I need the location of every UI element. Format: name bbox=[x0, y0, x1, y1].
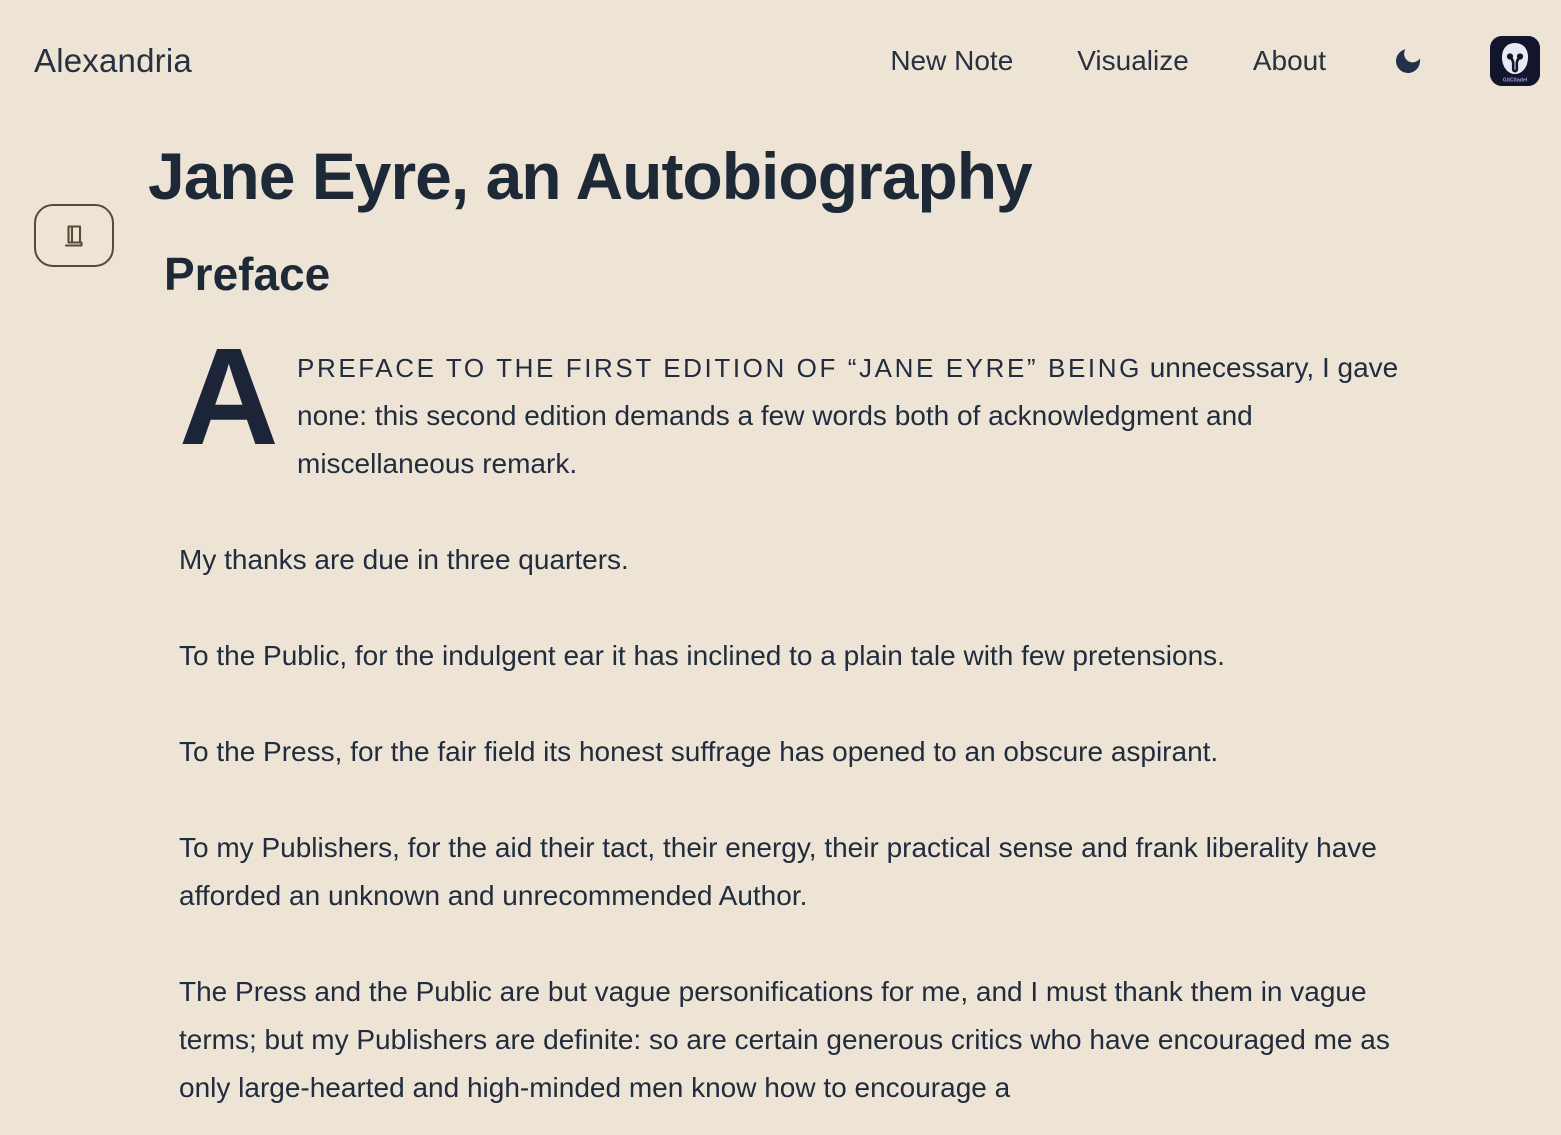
svg-text:GitCitadel: GitCitadel bbox=[1502, 77, 1528, 84]
lead-paragraph bbox=[179, 319, 1427, 488]
section-heading: Preface bbox=[164, 248, 331, 301]
profile-avatar[interactable] bbox=[1490, 36, 1540, 86]
nav-item-new-note[interactable]: New Note bbox=[890, 45, 1014, 76]
top-nav bbox=[0, 0, 1561, 86]
gitcitadel-logo-icon bbox=[1490, 36, 1540, 86]
paragraph: My thanks are due in three quarters. bbox=[179, 543, 629, 575]
dropcap-letter: A bbox=[179, 319, 279, 474]
app-logo[interactable]: Alexandria bbox=[34, 42, 192, 79]
paragraph: The Press and the Public are but vague personifications for me, and I must thank them in vague terms; but my Publishers are definite: so are certain generous critics who have encouraged me as only large-hearted and high-minded men know how to encourage a bbox=[179, 975, 1390, 1103]
lead-text: unnecessary, I gave none: this second edition demands a few words both of acknowledgment and miscellaneous remark. bbox=[297, 351, 1399, 479]
moon-icon bbox=[1392, 45, 1424, 77]
article bbox=[0, 139, 1561, 1112]
book-icon bbox=[59, 221, 89, 251]
paragraph: To the Press, for the fair field its honest suffrage has opened to an obscure aspirant. bbox=[179, 735, 1219, 767]
nav-links bbox=[890, 36, 1540, 86]
dark-mode-toggle[interactable] bbox=[1390, 43, 1426, 79]
nav-item-visualize[interactable]: Visualize bbox=[1077, 45, 1189, 76]
nav-item-about[interactable]: About bbox=[1252, 45, 1326, 76]
paragraph: To the Public, for the indulgent ear it has inclined to a plain tale with few pretensions. bbox=[179, 639, 1225, 671]
page-title: Jane Eyre, an Autobiography bbox=[148, 139, 1032, 213]
book-button[interactable] bbox=[34, 204, 114, 267]
lead-smallcaps: PREFACE TO THE FIRST EDITION OF “JANE EYRE” BEING bbox=[297, 352, 1142, 383]
paragraph: To my Publishers, for the aid their tact, their energy, their practical sense and frank liberality have afforded an unknown and unrecommended Author. bbox=[179, 831, 1377, 911]
